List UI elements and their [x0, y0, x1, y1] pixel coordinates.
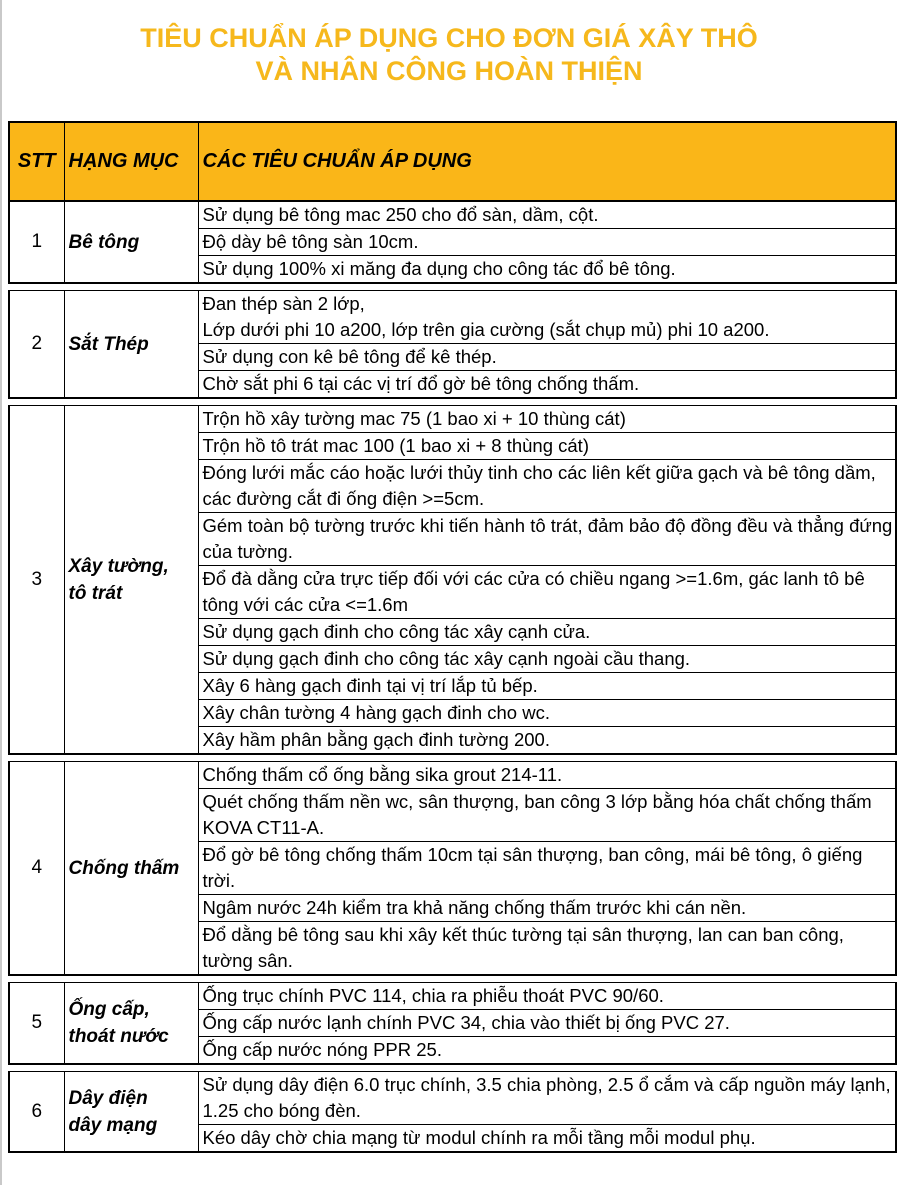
criteria-cell: Sử dụng bê tông mac 250 cho đổ sàn, dầm, cột.	[198, 201, 896, 229]
group-separator	[9, 398, 896, 406]
table-row	[9, 983, 896, 1010]
group-separator-cell	[9, 1064, 896, 1072]
category-cell	[64, 291, 198, 399]
criteria-cell: Sử dụng gạch đinh cho công tác xây cạnh ngoài cầu thang.	[198, 646, 896, 673]
criteria-cell: Quét chống thấm nền wc, sân thượng, ban công 3 lớp bằng hóa chất chống thấm KOVA CT11-A.	[198, 789, 896, 842]
category-label: Sắt Thép	[68, 333, 149, 355]
category-cell	[64, 406, 198, 755]
table-row	[9, 291, 896, 344]
criteria-cell: Đan thép sàn 2 lớp, Lớp dưới phi 10 a200, lớp trên gia cường (sắt chụp mủ) phi 10 a200.	[198, 291, 896, 344]
title-line-2: VÀ NHÂN CÔNG HOÀN THIỆN	[255, 56, 643, 86]
criteria-cell: Gém toàn bộ tường trước khi tiến hành tô trát, đảm bảo độ đồng đều và thẳng đứng của tường.	[198, 513, 896, 566]
category-label: Ống cấp,	[68, 999, 150, 1020]
category-label: Xây tường,	[68, 555, 169, 577]
criteria-cell: Sử dụng dây điện 6.0 trục chính, 3.5 chia phòng, 2.5 ổ cắm và cấp nguồn máy lạnh, 1.25 cho bóng đèn.	[198, 1072, 896, 1125]
group-separator-cell	[9, 975, 896, 983]
criteria-cell: Đổ gờ bê tông chống thấm 10cm tại sân thượng, ban công, mái bê tông, ô giếng trời.	[198, 842, 896, 895]
row-number: 2	[9, 291, 64, 399]
criteria-cell: Trộn hồ xây tường mac 75 (1 bao xi + 10 thùng cát)	[198, 406, 896, 433]
row-number: 1	[9, 201, 64, 283]
category-cell	[64, 1072, 198, 1153]
group-separator	[9, 754, 896, 762]
group-separator	[9, 283, 896, 291]
row-number: 3	[9, 406, 64, 755]
header-category: HẠNG MỤC	[64, 122, 198, 201]
group-separator	[9, 975, 896, 983]
criteria-cell: Ống trục chính PVC 114, chia ra phiễu thoát PVC 90/60.	[198, 983, 896, 1010]
row-number: 4	[9, 762, 64, 976]
page-title	[0, 22, 898, 88]
table-row	[9, 762, 896, 789]
header-criteria: CÁC TIÊU CHUẨN ÁP DỤNG	[198, 122, 896, 201]
criteria-cell: Đổ dằng bê tông sau khi xây kết thúc tường tại sân thượng, lan can ban công, tường sân.	[198, 922, 896, 976]
category-label: Bê tông	[68, 231, 140, 253]
category-label: Dây điện	[68, 1087, 148, 1109]
title-line-1: TIÊU CHUẨN ÁP DỤNG CHO ĐƠN GIÁ XÂY THÔ	[140, 23, 758, 53]
group-separator	[9, 1064, 896, 1072]
category-cell	[64, 762, 198, 976]
group-separator-cell	[9, 754, 896, 762]
category-label: tô trát	[68, 582, 123, 604]
page-edge-rule	[0, 0, 2, 1185]
criteria-cell: Xây chân tường 4 hàng gạch đinh cho wc.	[198, 700, 896, 727]
criteria-cell: Xây 6 hàng gạch đinh tại vị trí lắp tủ bếp.	[198, 673, 896, 700]
criteria-cell: Chống thấm cổ ống bằng sika grout 214-11.	[198, 762, 896, 789]
criteria-cell: Đổ đà dằng cửa trực tiếp đối với các cửa có chiều ngang >=1.6m, gác lanh tô bê tông với các cửa <=1.6m	[198, 566, 896, 619]
criteria-cell: Sử dụng con kê bê tông để kê thép.	[198, 344, 896, 371]
group-separator-cell	[9, 398, 896, 406]
category-label: dây mạng	[68, 1114, 158, 1136]
table-row	[9, 201, 896, 229]
criteria-cell: Sử dụng 100% xi măng đa dụng cho công tác đổ bê tông.	[198, 256, 896, 284]
header-stt: STT	[9, 122, 64, 201]
criteria-cell: Chờ sắt phi 6 tại các vị trí đổ gờ bê tông chống thấm.	[198, 371, 896, 399]
standards-table	[8, 121, 897, 1153]
criteria-cell: Đóng lưới mắc cáo hoặc lưới thủy tinh cho các liên kết giữa gạch và bê tông dầm, các đường cắt đi ống điện >=5cm.	[198, 460, 896, 513]
row-number: 5	[9, 983, 64, 1065]
criteria-cell: Ngâm nước 24h kiểm tra khả năng chống thấm trước khi cán nền.	[198, 895, 896, 922]
category-label: thoát nước	[68, 1026, 169, 1047]
group-separator-cell	[9, 283, 896, 291]
category-cell	[64, 201, 198, 283]
table-header-row	[9, 122, 896, 201]
row-number: 6	[9, 1072, 64, 1153]
criteria-cell: Độ dày bê tông sàn 10cm.	[198, 229, 896, 256]
criteria-cell: Kéo dây chờ chia mạng từ modul chính ra mỗi tầng mỗi modul phụ.	[198, 1125, 896, 1153]
criteria-cell: Trộn hồ tô trát mac 100 (1 bao xi + 8 thùng cát)	[198, 433, 896, 460]
table-row	[9, 406, 896, 433]
criteria-cell: Xây hầm phân bằng gạch đinh tường 200.	[198, 727, 896, 755]
category-cell	[64, 983, 198, 1065]
category-label: Chống thấm	[68, 857, 180, 879]
table-row	[9, 1072, 896, 1125]
criteria-cell: Ống cấp nước lạnh chính PVC 34, chia vào thiết bị ống PVC 27.	[198, 1010, 896, 1037]
table-body	[9, 201, 896, 1152]
criteria-cell: Ống cấp nước nóng PPR 25.	[198, 1037, 896, 1065]
criteria-cell: Sử dụng gạch đinh cho công tác xây cạnh cửa.	[198, 619, 896, 646]
